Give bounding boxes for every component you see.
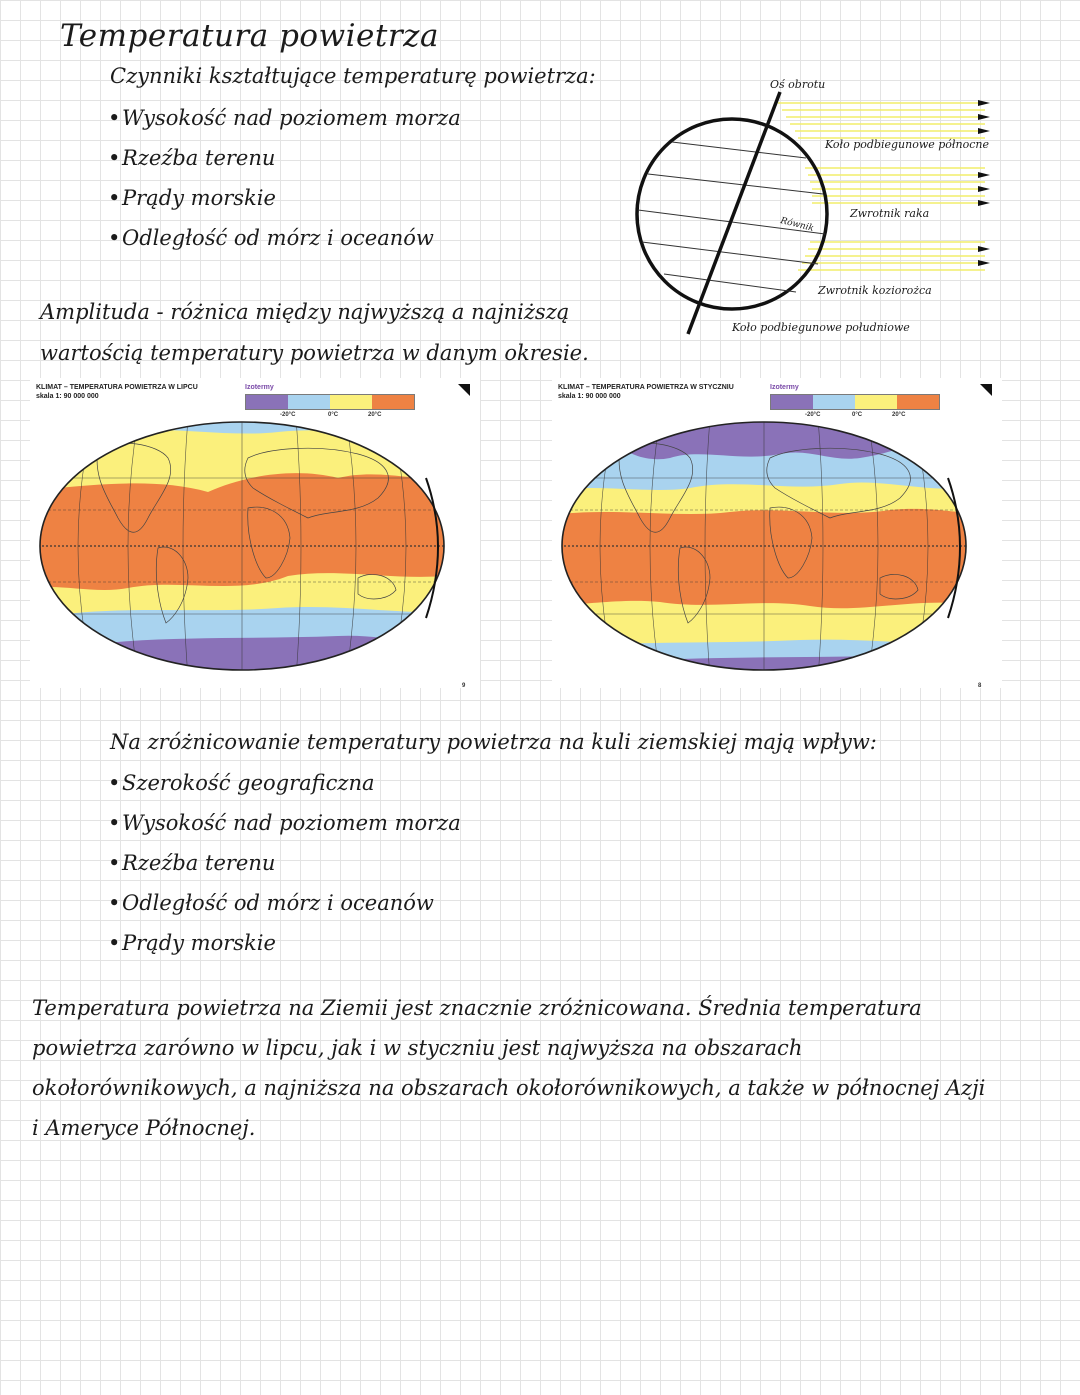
corner-mark xyxy=(980,384,992,396)
tropic-capricorn-label: Zwrotnik koziorożca xyxy=(818,284,932,297)
map-july xyxy=(30,378,480,688)
antarctic-circle-label: Koło podbiegunowe południowe xyxy=(732,321,910,334)
map-january xyxy=(552,378,1002,688)
summary-line-4: i Ameryce Północnej. xyxy=(32,1116,256,1140)
globe-diagram xyxy=(620,70,1020,350)
list-item: •Odległość od mórz i oceanów xyxy=(108,226,434,250)
arctic-circle-label: Koło podbiegunowe północne xyxy=(825,138,989,151)
summary-line-3: okołorównikowych, a najniższa na obszarach okołorównikowych, a także w północnej Azji xyxy=(32,1076,986,1100)
amplitude-line-2: wartością temperatury powietrza w danym okresie. xyxy=(40,341,589,365)
legend-tick: -20°C xyxy=(280,412,296,418)
list-item: •Szerokość geograficzna xyxy=(108,771,375,795)
list-item: •Rzeźba terenu xyxy=(108,146,276,170)
sun-rays xyxy=(778,103,985,270)
legend-tick: -20°C xyxy=(805,412,821,418)
factors-list xyxy=(108,98,461,258)
corner-mark xyxy=(458,384,470,396)
list-item: •Rzeźba terenu xyxy=(108,851,276,875)
influences-list xyxy=(108,763,461,963)
page-number: 9 xyxy=(462,683,466,689)
legend-tick: 0°C xyxy=(328,412,339,418)
list-item: •Wysokość nad poziomem morza xyxy=(108,811,461,835)
summary-line-2: powietrza zarówno w lipcu, jak i w styczniu jest najwyższa na obszarach xyxy=(32,1036,803,1060)
amplitude-line-1: Amplituda - różnica między najwyższą a najniższą xyxy=(40,300,570,324)
rotation-axis xyxy=(688,92,780,334)
summary-line-1: Temperatura powietrza na Ziemii jest znacznie zróżnicowana. Średnia temperatura xyxy=(32,996,922,1020)
globe-svg xyxy=(620,70,1020,350)
legend-title: Izotermy xyxy=(770,384,799,391)
legend-title: Izotermy xyxy=(245,384,274,391)
tropic-cancer-label: Zwrotnik raka xyxy=(850,207,930,220)
list-item: •Prądy morskie xyxy=(108,931,276,955)
factors-heading: Czynniki kształtujące temperaturę powietrza: xyxy=(110,64,596,88)
map-scale: skala 1: 90 000 000 xyxy=(558,393,621,400)
legend-bar xyxy=(245,394,415,410)
equator-label: Równik xyxy=(779,216,815,234)
legend-tick: 0°C xyxy=(852,412,863,418)
influence-heading: Na zróżnicowanie temperatury powietrza na kuli ziemskiej mają wpływ: xyxy=(110,730,877,754)
world-map-january xyxy=(560,418,968,678)
page-number: 8 xyxy=(978,683,982,689)
world-map-july xyxy=(38,418,446,678)
map-scale: skala 1: 90 000 000 xyxy=(36,393,99,400)
legend-bar xyxy=(770,394,940,410)
legend-tick: 20°C xyxy=(892,412,906,418)
legend-tick: 20°C xyxy=(368,412,382,418)
list-item: •Prądy morskie xyxy=(108,186,276,210)
map-title: KLIMAT – TEMPERATURA POWIETRZA W STYCZNIU xyxy=(558,384,734,391)
axis-label: Oś obrotu xyxy=(770,78,826,91)
page-title: Temperatura powietrza xyxy=(60,18,439,54)
list-item: •Wysokość nad poziomem morza xyxy=(108,106,461,130)
list-item: •Odległość od mórz i oceanów xyxy=(108,891,434,915)
map-title: KLIMAT – TEMPERATURA POWIETRZA W LIPCU xyxy=(36,384,198,391)
